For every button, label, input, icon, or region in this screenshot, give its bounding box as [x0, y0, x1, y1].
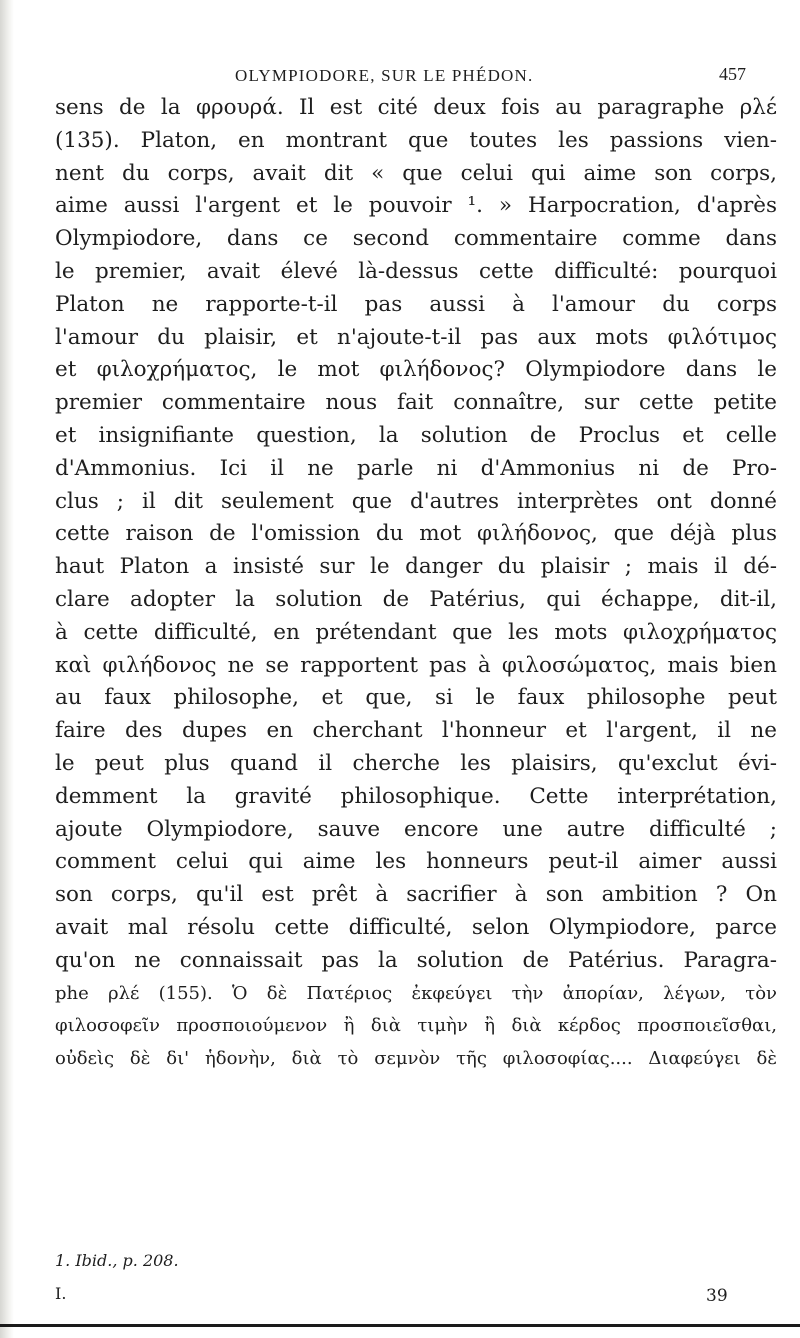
body-text	[55, 92, 777, 1076]
text-line: clus ; il dit seulement que d'autres interprètes ont donné	[55, 488, 777, 514]
page-gutter-shadow	[0, 0, 14, 1338]
greek-quote-line: οὐδεὶς δὲ δι' ἡδονὴν, διὰ τὸ σεμνὸν τῆς φιλοσοφίας.... Διαφεύγει δὲ	[55, 1048, 777, 1070]
text-line: le peut plus quand il cherche les plaisirs, qu'exclut évi-	[55, 750, 777, 776]
text-line: sens de la φρουρά. Il est cité deux fois au paragraphe ρλέ	[55, 95, 777, 120]
text-line: son corps, qu'il est prêt à sacrifier à son ambition ? On	[55, 882, 777, 908]
running-head: OLYMPIODORE, SUR LE PHÉDON.	[235, 66, 534, 85]
text-line: Olympiodore, dans ce second commentaire comme dans	[55, 226, 777, 252]
text-line: ajoute Olympiodore, sauve encore une autre difficulté ;	[55, 816, 777, 842]
text-line: au faux philosophe, et que, si le faux philosophe peut	[55, 685, 777, 711]
greek-quote-line: φιλοσοφεῖν προσποιούμενον ἢ διὰ τιμὴν ἢ διὰ κέρδος προσποιεῖσθαι,	[55, 1015, 777, 1037]
text-line: comment celui qui aime les honneurs peut-il aimer aussi	[55, 849, 777, 875]
text-line: καὶ φιλήδονος ne se rapportent pas à φιλοσώματος, mais bien	[55, 652, 777, 678]
text-line: clare adopter la solution de Patérius, qui échappe, dit-il,	[55, 586, 777, 612]
text-line: Platon ne rapporte-t-il pas aussi à l'amour du corps	[55, 291, 777, 317]
text-line: haut Platon a insisté sur le danger du plaisir ; mais il dé-	[55, 554, 777, 580]
footnote: 1. Ibid., p. 208.	[55, 1251, 179, 1270]
signature-number: 39	[706, 1286, 728, 1306]
greek-quote-line: phe ρλέ (155). Ὁ δὲ Πατέριος ἐκφεύγει τὴν ἀπορίαν, λέγων, τὸν	[55, 982, 777, 1004]
text-line: à cette difficulté, en prétendant que les mots φιλοχρήματος	[55, 619, 777, 645]
text-line: aime aussi l'argent et le pouvoir ¹. » Harpocration, d'après	[55, 193, 777, 219]
text-line: faire des dupes en cherchant l'honneur et l'argent, il ne	[55, 718, 777, 744]
text-line: et insignifiante question, la solution de Proclus et celle	[55, 422, 777, 448]
text-line: et φιλοχρήματος, le mot φιλήδονος? Olympiodore dans le	[55, 357, 777, 383]
page-number: 457	[719, 64, 746, 84]
text-line: le premier, avait élevé là-dessus cette difficulté: pourquoi	[55, 258, 777, 284]
bottom-edge-rule	[0, 1324, 800, 1327]
text-line: d'Ammonius. Ici il ne parle ni d'Ammonius ni de Pro-	[55, 455, 777, 481]
text-line: nent du corps, avait dit « que celui qui aime son corps,	[55, 160, 777, 186]
text-line: premier commentaire nous fait connaître, sur cette petite	[55, 390, 777, 416]
text-line: avait mal résolu cette difficulté, selon Olympiodore, parce	[55, 914, 777, 940]
text-line: l'amour du plaisir, et n'ajoute-t-il pas aux mots φιλότιμος	[55, 324, 777, 350]
text-line: (135). Platon, en montrant que toutes les passions vien-	[55, 127, 777, 153]
text-line: qu'on ne connaissait pas la solution de Patérius. Paragra-	[55, 947, 777, 973]
text-line: demment la gravité philosophique. Cette interprétation,	[55, 783, 777, 809]
text-line: cette raison de l'omission du mot φιλήδονος, que déjà plus	[55, 521, 777, 547]
signature-mark: I.	[55, 1284, 67, 1303]
